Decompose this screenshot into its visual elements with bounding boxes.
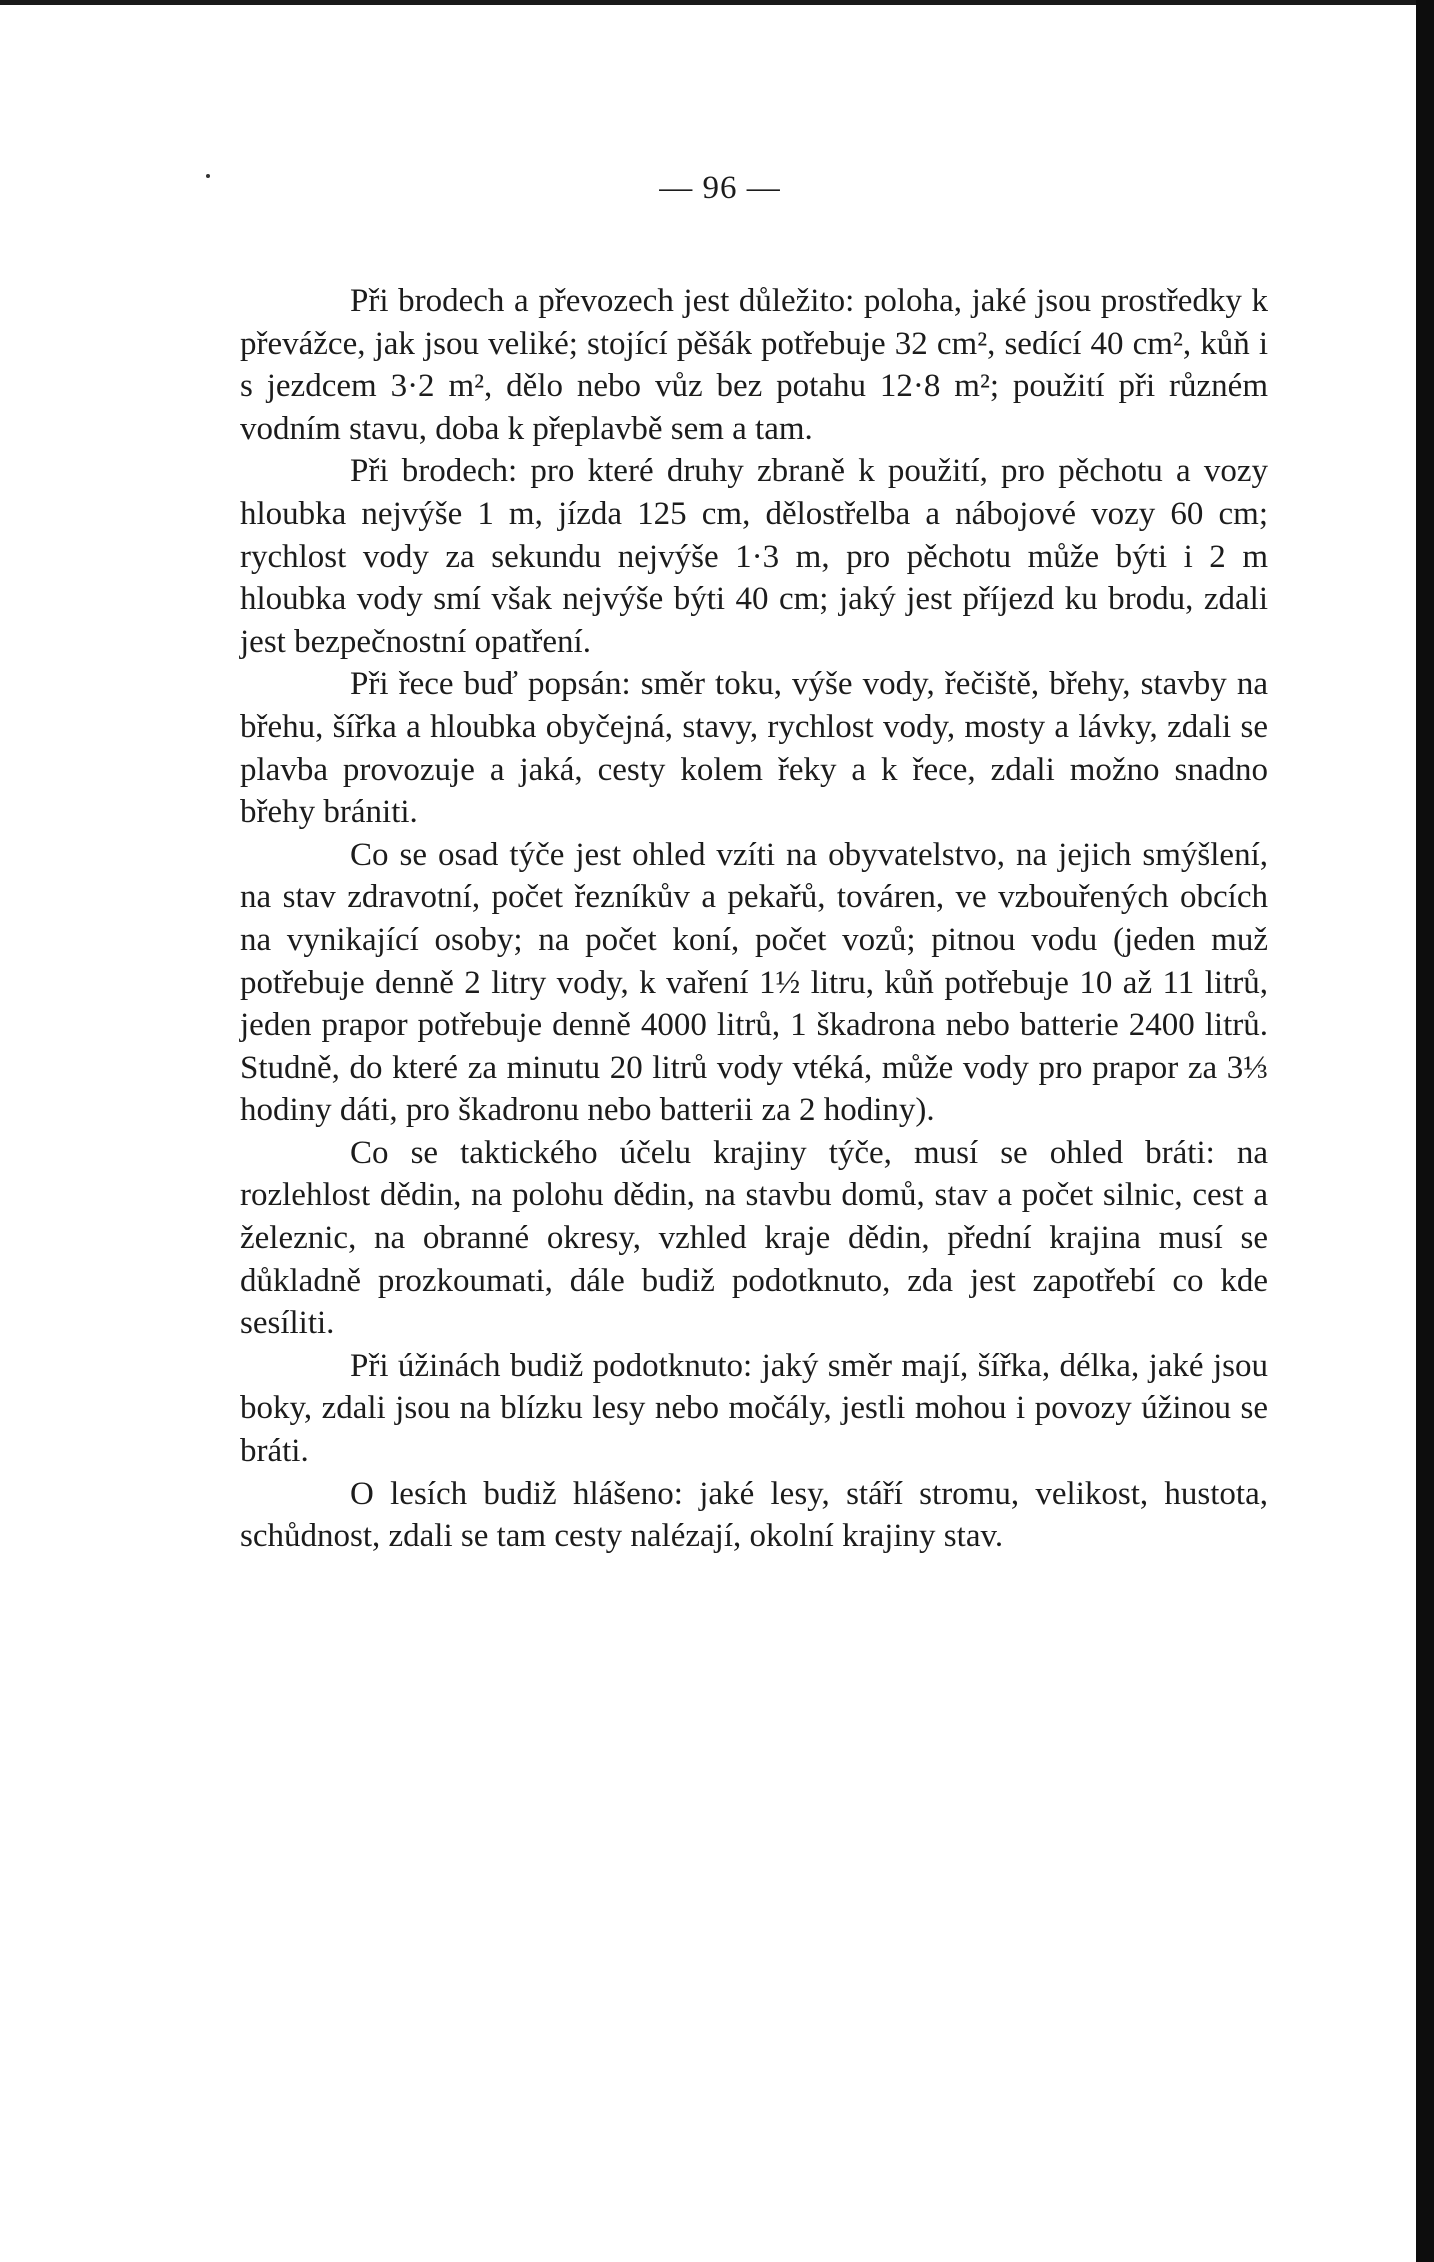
paragraph-brody: Při brodech: pro které druhy zbraně k použití, pro pěchotu a vozy hloubka nejvýše 1 m, jízda 125 cm, dělostřelba a nábojové vozy 60 cm; rychlost vody za sekundu nejvýše 1·3 m, pro pěchotu může býti i 2 m hloubka vody smí však nejvýše býti 40 cm; jaký jest příjezd ku brodu, zdali jest bezpečnostní opatření. xyxy=(240,453,1268,660)
body-text xyxy=(240,280,1268,1558)
paragraph-brody-prevozy: Při brodech a převozech jest důležito: poloha, jaké jsou prostředky k převážce, jak jsou veliké; stojící pěšák potřebuje 32 cm², sedící 40 cm², kůň i s jezdcem 3·2 m², dělo nebo vůz bez potahu 12·8 m²; použití při různém vodním stavu, doba k přeplavbě sem a tam. xyxy=(240,283,1268,447)
page-number: — 96 — xyxy=(659,170,781,206)
paragraph-takticky-ucel: Co se taktického účelu krajiny týče, musí se ohled bráti: na rozlehlost dědin, na polohu dědin, na stavbu domů, stav a počet silnic, cest a železnic, na obranné okresy, vzhled kraje dědin, přední krajina musí se důkladně prozkoumati, dále budiž podotknuto, zda jest zapotřebí co kde sesíliti. xyxy=(240,1134,1268,1342)
paragraph-reka: Při řece buď popsán: směr toku, výše vody, řečiště, břehy, stavby na břehu, šířka a hloubka obyčejná, stavy, rychlost vody, mosty a lávky, zdali se plavba provozuje a jaká, cesty kolem řeky a k řece, zdali možno snadno břehy brániti. xyxy=(240,666,1268,831)
scan-dark-border xyxy=(1416,0,1434,2262)
page-top-edge xyxy=(0,0,1434,5)
paragraph-uziny: Při úžinách budiž podotknuto: jaký směr mají, šířka, délka, jaké jsou boky, zdali jsou na blízku lesy nebo močály, jestli mohou i povozy úžinou se bráti. xyxy=(240,1347,1268,1470)
paragraph-lesy: O lesích budiž hlášeno: jaké lesy, stáří stromu, velikost, hustota, schůdnost, zdali se tam cesty nalézají, okolní krajiny stav. xyxy=(240,1475,1268,1555)
paragraph-osady: Co se osad týče jest ohled vzíti na obyvatelstvo, na jejich smýšlení, na stav zdravotní, počet řezníkův a pekařů, továren, ve vzbouřených obcích na vynikající osoby; na počet koní, počet vozů; pitnou vodu (jeden muž potřebuje denně 2 litry vody, k vaření 1½ litru, kůň potřebuje 10 až 11 litrů, jeden prapor potřebuje denně 4000 litrů, 1 škadrona nebo batterie 2400 litrů. Studně, do které za minutu 20 litrů vody vtéká, může vody pro prapor za 3⅓ hodiny dáti, pro škadronu nebo batterii za 2 hodiny). xyxy=(240,836,1268,1129)
